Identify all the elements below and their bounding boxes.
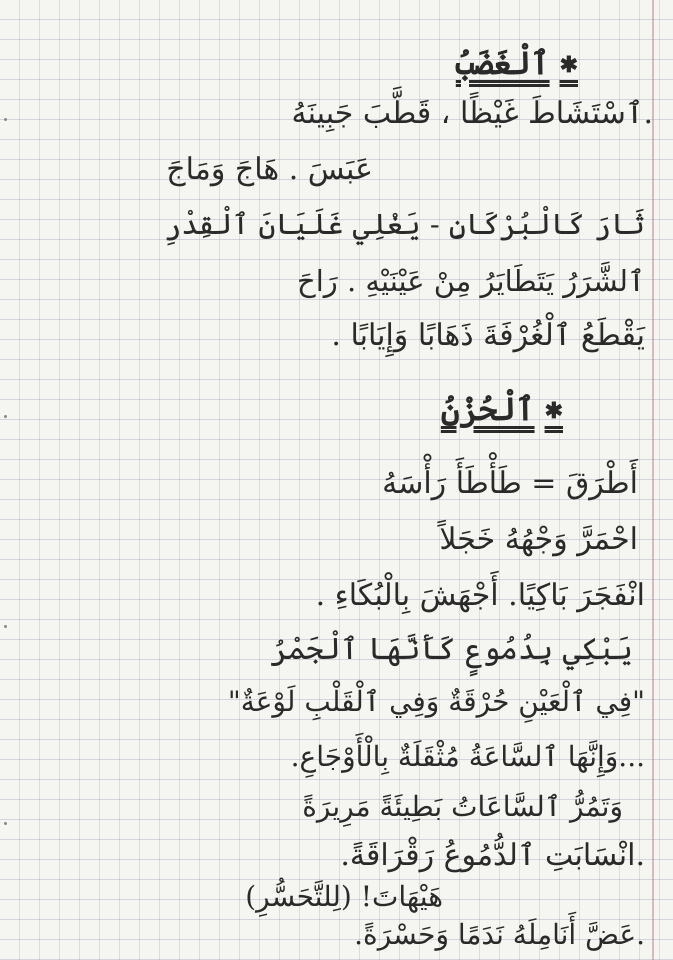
text-line: عَبَسَ . هَاجَ وَمَاجَ — [166, 152, 373, 187]
margin-line — [652, 0, 654, 960]
text-line: .عَضَّ أَنَامِلَهُ نَدَمًا وَحَسْرَةً. — [354, 918, 645, 951]
page-dot — [4, 118, 7, 121]
text-line: .ٱسْتَشَاطَ غَيْظًا ، قَطَّبَ جَبِينَهُ — [291, 96, 653, 131]
text-line: "فِي ٱلْعَيْنِ حُرْقَةٌ وَفِي ٱلْقَلْبِ لَوْعَةٌ" — [227, 685, 645, 718]
page-dot — [4, 822, 7, 825]
text-line: ...وَإِنَّهَا ٱلسَّاعَةُ مُثْقَلَةٌ بِالْأَوْجَاعِ. — [290, 740, 645, 773]
page-dot — [4, 625, 7, 628]
text-line: يَقْطَعُ ٱلْغُرْفَةَ ذَهَابًا وَإِيَابًا . — [331, 318, 645, 353]
text-line: يَبْكِي بِدُمُوعٍ كَأَنَّهَا ٱلْجَمْرُ — [270, 632, 633, 667]
text-line: أَطْرَقَ = طَأْطَأَ رَأْسَهُ — [382, 466, 638, 501]
star-bullet-icon: ✱ — [559, 52, 578, 79]
text-line: هَيْهَاتَ! (لِلتَّحَسُّرِ) — [245, 880, 443, 913]
text-line: .انْسَابَتِ ٱلدُّمُوعُ رَقْرَاقَةً. — [340, 838, 645, 873]
text-line: ٱلشَّرَرُ يَتَطَايَرُ مِنْ عَيْنَيْهِ . رَاحَ — [296, 264, 645, 298]
star-bullet-icon: ✱ — [544, 398, 563, 425]
page-dot — [4, 415, 7, 418]
heading-anger: ✱ٱلْغَضَبُ — [455, 44, 578, 82]
text-line: وَتَمُرُّ ٱلسَّاعَاتُ بَطِيئَةً مَرِيرَةً — [302, 790, 623, 823]
text-line: احْمَرَّ وَجْهُهُ خَجَلاً — [439, 522, 638, 557]
text-line: ثَارَ كَالْبُرْكَانِ - يَغْلِي غَلَيَانَ ٱلْقِدْرِ — [164, 207, 645, 241]
heading-sadness: ✱ٱلْحُزْنُ — [440, 390, 563, 428]
text-line: انْفَجَرَ بَاكِيًا. أَجْهَشَ بِالْبُكَاءِ . — [315, 578, 645, 613]
